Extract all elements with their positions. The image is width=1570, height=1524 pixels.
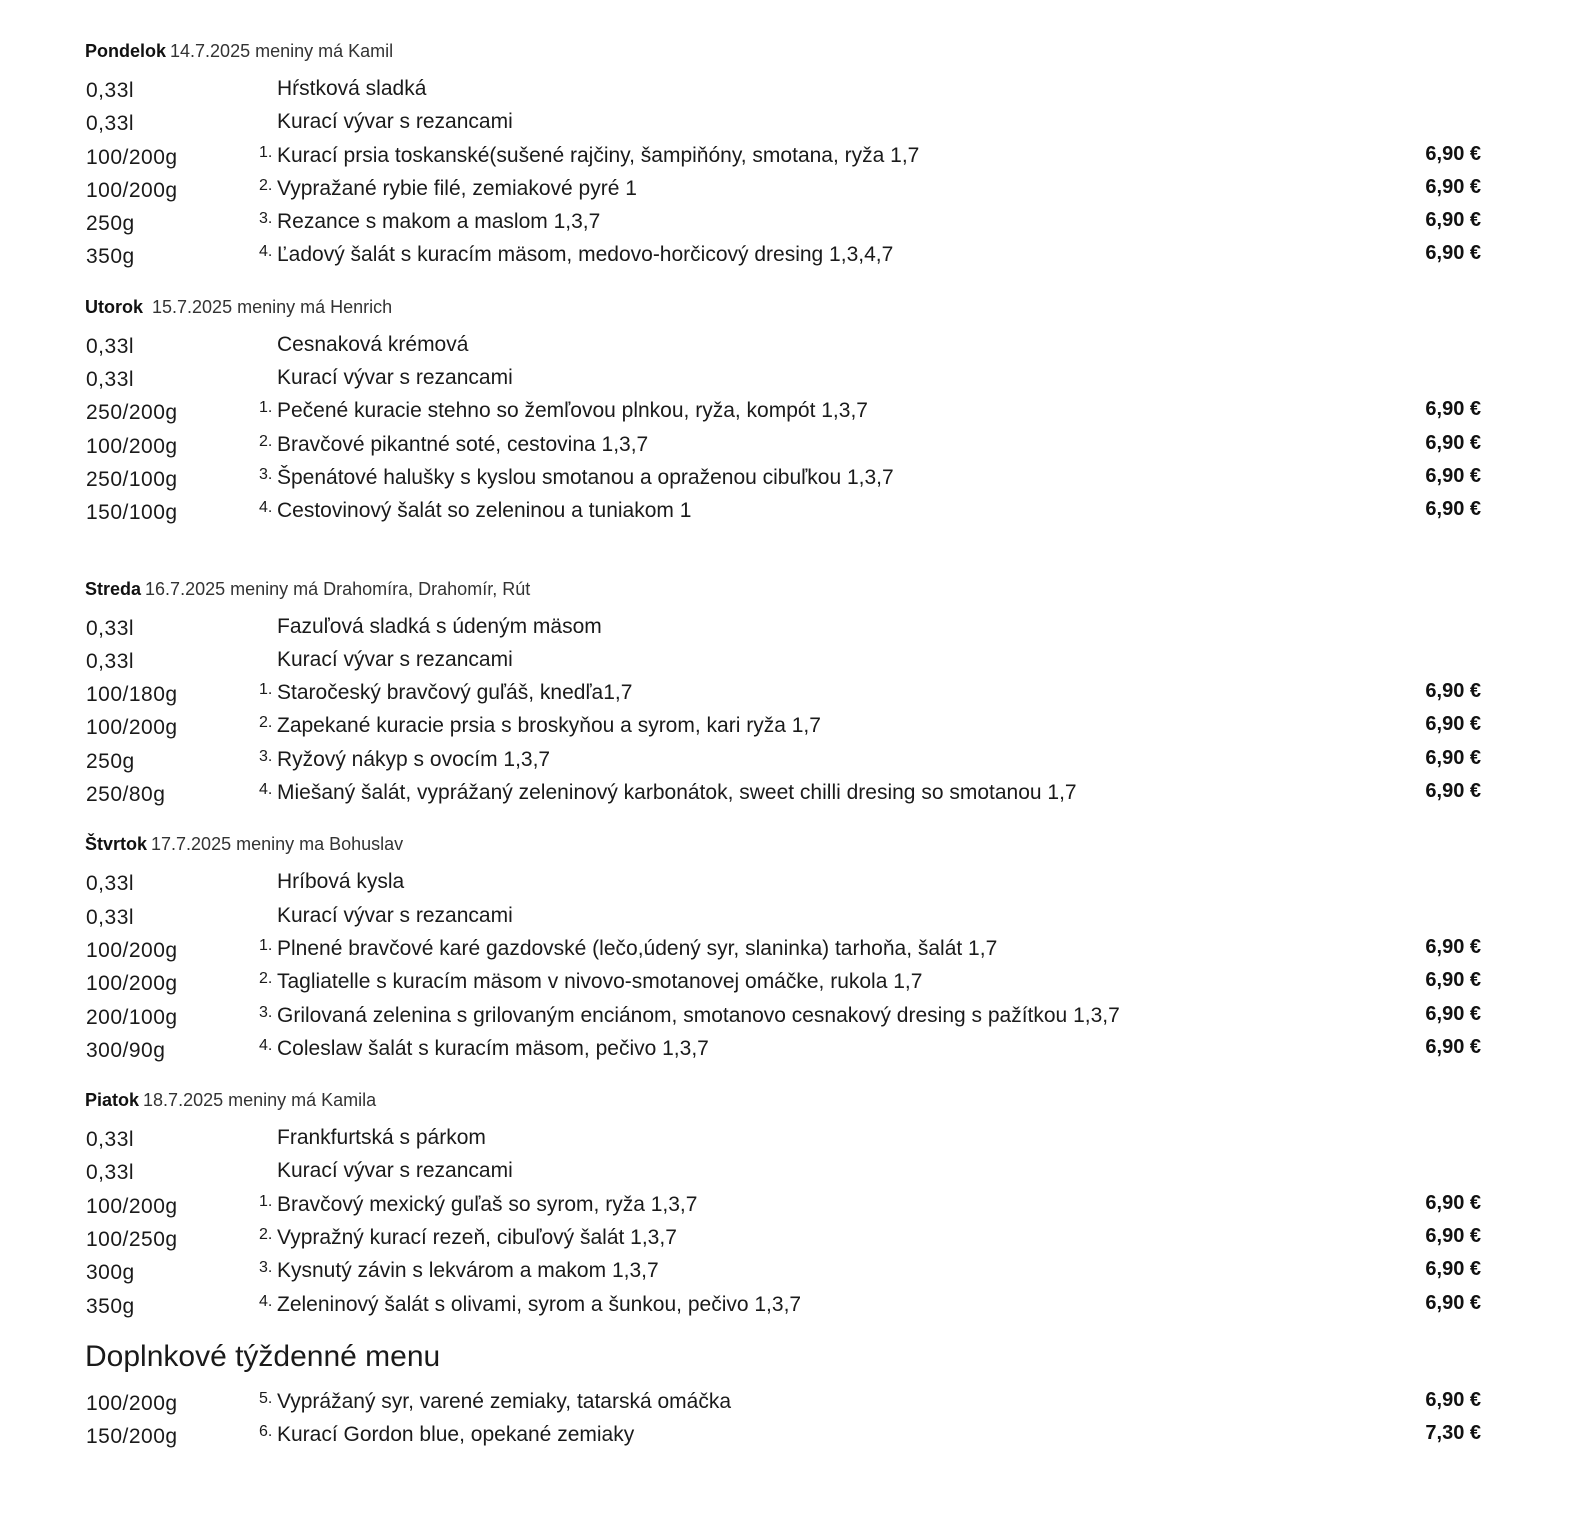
item-weight: 250/80g xyxy=(86,783,166,807)
menu-item-row xyxy=(85,1288,1483,1321)
day-name: Utorok xyxy=(85,296,143,317)
item-weight: 250g xyxy=(86,212,135,236)
item-weight: 100/200g xyxy=(86,972,178,996)
item-number: 4. xyxy=(259,243,273,261)
item-price: 6,90 € xyxy=(1425,1225,1481,1248)
item-price: 6,90 € xyxy=(1425,142,1481,165)
item-name: Pečené kuracie stehno so žemľovou plnkou, ryža, kompót 1,3,7 xyxy=(277,399,868,423)
item-name: Hŕstková sladká xyxy=(277,77,427,100)
menu-item-row xyxy=(85,394,1483,427)
extra-menu-title: Doplnkové týždenné menu xyxy=(85,1339,441,1373)
item-number: 4. xyxy=(259,1292,273,1310)
item-number: 2. xyxy=(259,432,273,450)
item-price: 6,90 € xyxy=(1425,431,1481,454)
menu-item-row xyxy=(85,1254,1483,1287)
item-name: Kurací vývar s rezancami xyxy=(277,110,513,134)
day-name: Štvrtok xyxy=(85,834,148,855)
item-number: 1. xyxy=(259,143,273,161)
item-weight: 0,33l xyxy=(86,368,135,392)
item-weight: 0,33l xyxy=(86,905,135,929)
item-name: Kurací vývar s rezancami xyxy=(277,1159,513,1183)
item-name: Kurací prsia toskanské(sušené rajčiny, šampiňóny, smotana, ryža 1,7 xyxy=(277,143,920,167)
day-friday xyxy=(85,1085,1483,1321)
day-monday xyxy=(85,36,1483,272)
item-price: 6,90 € xyxy=(1425,498,1481,521)
item-name: Miešaný šalát, vyprážaný zeleninový karbonátok, sweet chilli dresing so smotanou 1,7 xyxy=(277,781,1077,805)
item-name: Grilovaná zelenina s grilovaným enciánom, smotanovo cesnakový dresing s pažítkou 1,3,7 xyxy=(277,1003,1120,1027)
item-weight: 100/250g xyxy=(86,1228,178,1252)
item-weight: 200/100g xyxy=(86,1005,178,1029)
item-weight: 100/200g xyxy=(86,716,178,740)
menu-item-row xyxy=(85,610,1483,643)
menu-item-row xyxy=(85,428,1483,461)
menu-item-row xyxy=(85,709,1483,742)
item-name: Fazuľová sladká s údeným mäsom xyxy=(277,614,602,638)
item-weight: 350g xyxy=(86,1294,135,1318)
item-name: Kurací Gordon blue, opekané zemiaky xyxy=(277,1423,635,1447)
item-number: 3. xyxy=(259,1259,273,1277)
menu-item-row xyxy=(85,743,1483,776)
item-price: 6,90 € xyxy=(1425,935,1481,958)
menu-item-row xyxy=(85,899,1483,932)
item-number: 1. xyxy=(259,936,273,954)
item-weight: 100/200g xyxy=(86,145,178,169)
menu-item-row xyxy=(85,328,1483,361)
item-number: 5. xyxy=(259,1389,273,1407)
item-weight: 0,33l xyxy=(86,616,135,640)
item-weight: 100/180g xyxy=(86,683,178,707)
item-name: Vypražný kurací rezeň, cibuľový šalát 1,3,7 xyxy=(277,1226,677,1250)
menu-item-row xyxy=(85,205,1483,238)
menu-item-row xyxy=(85,1121,1483,1154)
item-name: Rezance s makom a maslom 1,3,7 xyxy=(277,210,601,234)
item-name: Vypražané rybie filé, zemiakové pyré 1 xyxy=(277,176,637,200)
menu-item-row xyxy=(85,932,1483,965)
item-weight: 250/100g xyxy=(86,467,178,491)
item-name: Vyprážaný syr, varené zemiaky, tatarská omáčka xyxy=(277,1389,732,1413)
item-number: 1. xyxy=(259,399,273,417)
item-name: Cesnaková krémová xyxy=(277,332,469,356)
day-name: Streda xyxy=(85,578,142,599)
item-number: 1. xyxy=(259,681,273,699)
item-name: Zeleninový šalát s olivami, syrom a šunkou, pečivo 1,3,7 xyxy=(277,1292,802,1316)
item-price: 6,90 € xyxy=(1425,780,1481,803)
item-weight: 250/200g xyxy=(86,401,178,425)
item-number: 3. xyxy=(259,1003,273,1021)
item-name: Špenátové halušky s kyslou smotanou a opraženou cibuľkou 1,3,7 xyxy=(277,465,894,489)
day-date-nameday: 17.7.2025 meniny ma Bohuslav xyxy=(151,834,404,855)
item-weight: 300g xyxy=(86,1261,135,1285)
item-price: 6,90 € xyxy=(1425,746,1481,769)
item-weight: 100/200g xyxy=(86,938,178,962)
day-date-nameday: 18.7.2025 meniny má Kamila xyxy=(143,1090,377,1111)
item-weight: 100/200g xyxy=(86,1391,178,1415)
item-price: 6,90 € xyxy=(1425,398,1481,421)
item-price: 6,90 € xyxy=(1425,1258,1481,1281)
menu-item-row xyxy=(85,776,1483,809)
weekly-menu xyxy=(85,36,1483,1452)
menu-item-row xyxy=(85,1385,1483,1418)
item-weight: 150/100g xyxy=(86,501,178,525)
menu-item-row xyxy=(85,361,1483,394)
item-price: 6,90 € xyxy=(1425,1035,1481,1058)
menu-item-row xyxy=(85,1221,1483,1254)
menu-item-row xyxy=(85,172,1483,205)
item-weight: 0,33l xyxy=(86,1128,135,1152)
spacer xyxy=(85,528,1483,574)
item-number: 1. xyxy=(259,1192,273,1210)
weekly-extra-menu xyxy=(85,1337,1483,1452)
item-price: 7,30 € xyxy=(1425,1422,1481,1445)
item-name: Ryžový nákyp s ovocím 1,3,7 xyxy=(277,747,551,771)
day-name: Piatok xyxy=(85,1090,140,1111)
day-header xyxy=(85,1085,1483,1115)
menu-item-row xyxy=(85,1032,1483,1065)
item-name: Frankfurtská s párkom xyxy=(277,1126,486,1150)
menu-item-row xyxy=(85,643,1483,676)
menu-item-row xyxy=(85,494,1483,527)
menu-item-row xyxy=(85,999,1483,1032)
item-price: 6,90 € xyxy=(1425,713,1481,736)
day-date-nameday: 16.7.2025 meniny má Drahomíra, Drahomír, Rút xyxy=(145,578,531,599)
menu-item-row xyxy=(85,1418,1483,1451)
spacer xyxy=(85,272,1483,292)
day-header xyxy=(85,36,1483,66)
item-price: 6,90 € xyxy=(1425,209,1481,232)
item-name: Plnené bravčové karé gazdovské (lečo,údený syr, slaninka) tarhoňa, šalát 1,7 xyxy=(277,936,998,960)
item-number: 4. xyxy=(259,1036,273,1054)
item-weight: 350g xyxy=(86,245,135,269)
item-number: 2. xyxy=(259,970,273,988)
item-name: Ľadový šalát s kuracím mäsom, medovo-horčicový dresing 1,3,4,7 xyxy=(277,243,894,267)
item-name: Cestovinový šalát so zeleninou a tuniakom 1 xyxy=(277,499,692,523)
day-date-nameday: 14.7.2025 meniny má Kamil xyxy=(170,41,394,61)
item-number: 3. xyxy=(259,747,273,765)
item-name: Hríbová kysla xyxy=(277,870,405,894)
item-name: Kurací vývar s rezancami xyxy=(277,647,513,671)
item-price: 6,90 € xyxy=(1425,242,1481,265)
item-name: Zapekané kuracie prsia s broskyňou a syrom, kari ryža 1,7 xyxy=(277,714,821,738)
item-weight: 0,33l xyxy=(86,334,135,358)
item-weight: 100/200g xyxy=(86,1194,178,1218)
item-price: 6,90 € xyxy=(1425,680,1481,703)
item-number: 4. xyxy=(259,781,273,799)
item-name: Kurací vývar s rezancami xyxy=(277,903,513,927)
menu-item-row xyxy=(85,1188,1483,1221)
menu-item-row xyxy=(85,238,1483,271)
menu-item-row xyxy=(85,1154,1483,1187)
menu-item-row xyxy=(85,139,1483,172)
menu-item-row xyxy=(85,676,1483,709)
day-thursday xyxy=(85,829,1483,1065)
item-number: 2. xyxy=(259,176,273,194)
spacer xyxy=(85,809,1483,829)
item-number: 4. xyxy=(259,499,273,517)
spacer xyxy=(85,1065,1483,1085)
menu-item-row xyxy=(85,865,1483,898)
item-name: Bravčový mexický guľaš so syrom, ryža 1,3,7 xyxy=(277,1192,698,1216)
item-price: 6,90 € xyxy=(1425,175,1481,198)
day-tuesday xyxy=(85,292,1483,528)
item-number: 3. xyxy=(259,465,273,483)
item-price: 6,90 € xyxy=(1425,1002,1481,1025)
menu-item-row xyxy=(85,72,1483,105)
item-number: 2. xyxy=(259,714,273,732)
item-number: 3. xyxy=(259,210,273,228)
day-header xyxy=(85,829,1483,859)
day-name: Pondelok xyxy=(85,41,167,61)
item-weight: 0,33l xyxy=(86,112,135,136)
item-name: Kurací vývar s rezancami xyxy=(277,366,513,390)
item-weight: 100/200g xyxy=(86,178,178,202)
day-wednesday xyxy=(85,574,1483,810)
item-price: 6,90 € xyxy=(1425,969,1481,992)
item-weight: 300/90g xyxy=(86,1038,166,1062)
day-header xyxy=(85,574,1483,604)
item-weight: 100/200g xyxy=(86,434,178,458)
item-price: 6,90 € xyxy=(1425,1388,1481,1411)
item-name: Kysnutý závin s lekvárom a makom 1,3,7 xyxy=(277,1259,659,1283)
item-name: Tagliatelle s kuracím mäsom v nivovo-smotanovej omáčke, rukola 1,7 xyxy=(277,970,923,994)
item-weight: 0,33l xyxy=(86,79,135,102)
menu-item-row xyxy=(85,965,1483,998)
item-number: 2. xyxy=(259,1226,273,1244)
item-weight: 0,33l xyxy=(86,649,135,673)
menu-item-row xyxy=(85,461,1483,494)
menu-item-row xyxy=(85,105,1483,138)
item-weight: 250g xyxy=(86,749,135,773)
item-weight: 0,33l xyxy=(86,1161,135,1185)
item-price: 6,90 € xyxy=(1425,464,1481,487)
item-weight: 0,33l xyxy=(86,872,135,896)
item-name: Staročeský bravčový guľáš, knedľa1,7 xyxy=(277,681,633,705)
day-header xyxy=(85,292,1483,322)
item-name: Bravčové pikantné soté, cestovina 1,3,7 xyxy=(277,432,649,456)
day-date-nameday: 15.7.2025 meniny má Henrich xyxy=(147,296,393,317)
item-price: 6,90 € xyxy=(1425,1291,1481,1314)
item-number: 6. xyxy=(259,1423,273,1441)
item-name: Coleslaw šalát s kuracím mäsom, pečivo 1,3,7 xyxy=(277,1036,709,1060)
item-price: 6,90 € xyxy=(1425,1191,1481,1214)
item-weight: 150/200g xyxy=(86,1425,178,1449)
